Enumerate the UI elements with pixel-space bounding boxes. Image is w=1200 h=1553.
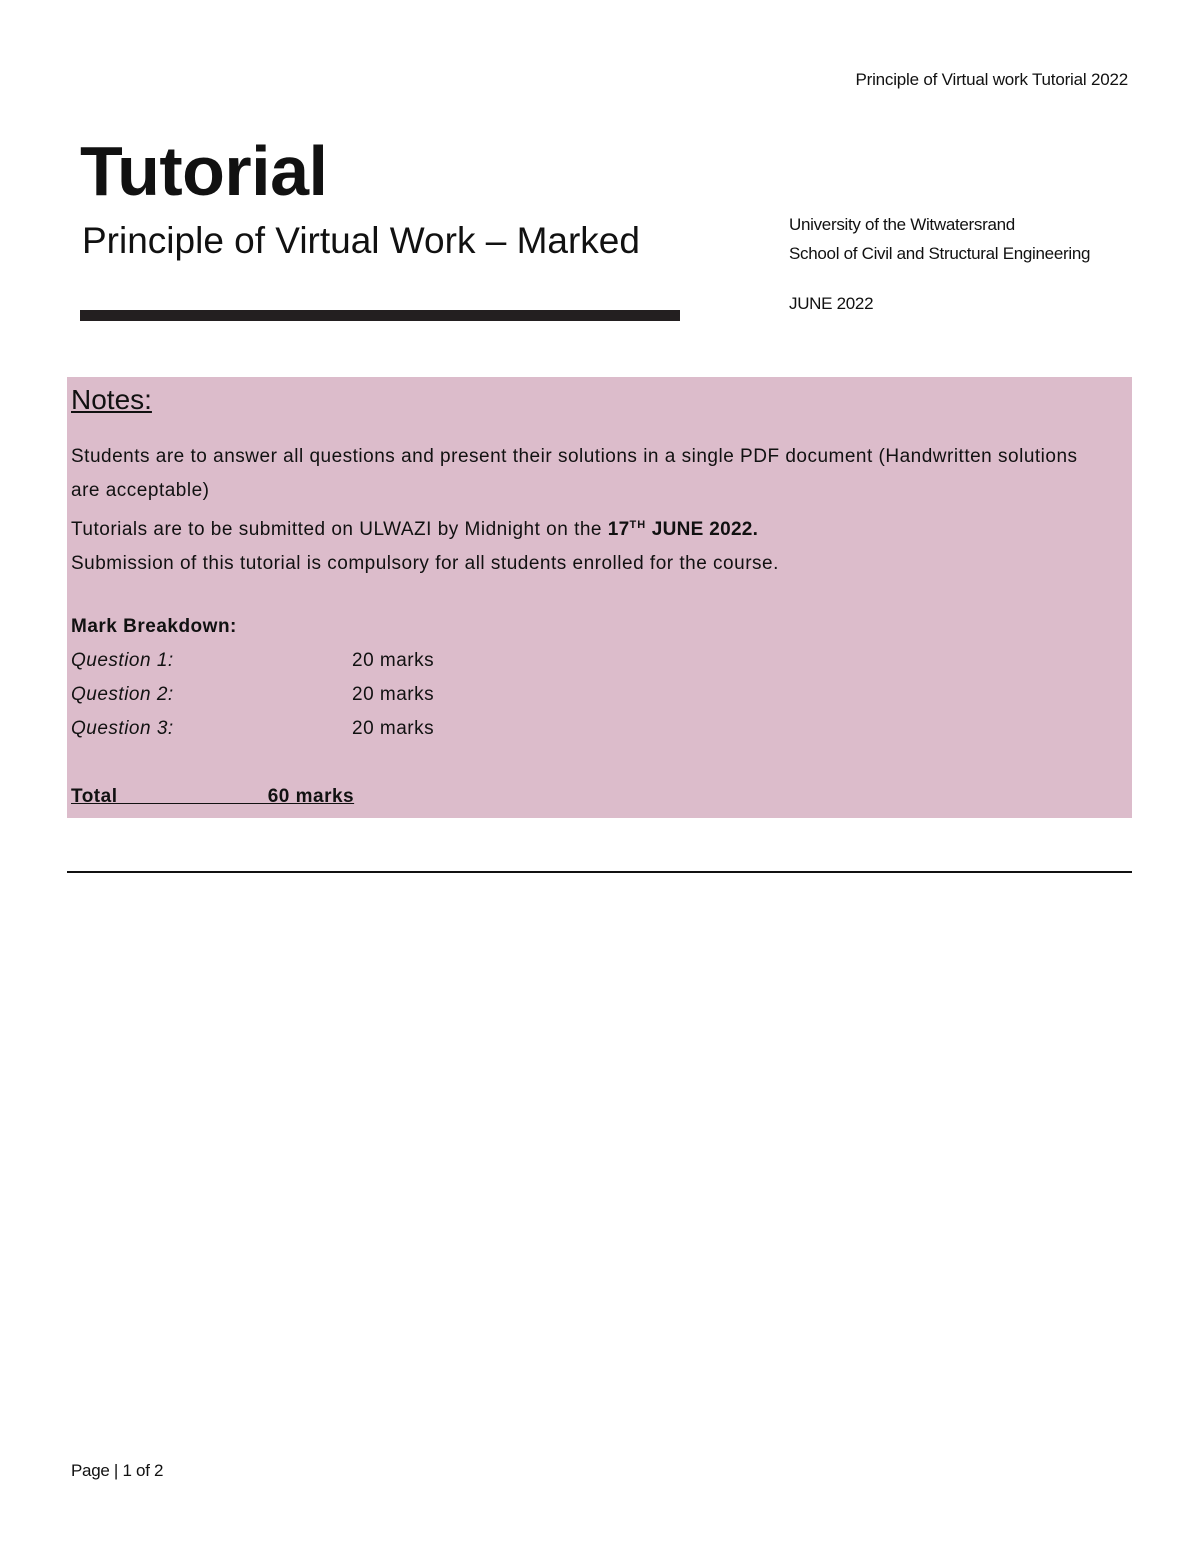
running-header: Principle of Virtual work Tutorial 2022 [855,70,1128,89]
deadline-day-suffix: TH [629,519,647,531]
deadline-month-year: JUNE 2022. [646,519,759,540]
mark-row [71,712,435,746]
question-label: Question 3: [71,718,174,739]
notes-line-compulsory: Submission of this tutorial is compulsory for all students enrolled for the course. [71,553,779,574]
question-marks: 20 marks [352,684,435,705]
notes-line-deadline [71,508,1091,547]
title-underline-bar [80,310,680,321]
school-name: School of Civil and Structural Engineering [789,244,1091,263]
section-divider [67,871,1132,873]
document-subtitle: Principle of Virtual Work – Marked [82,220,640,261]
question-marks: 20 marks [352,718,435,739]
university-name: University of the Witwatersrand [789,215,1015,234]
page-number: Page | 1 of 2 [71,1461,164,1480]
notes-body [71,440,1091,581]
document-title: Tutorial [80,132,328,210]
notes-line-submission-format: Students are to answer all questions and present their solutions in a single PDF document (Handwritten solutions are acceptable) [71,446,1078,501]
mark-row [71,644,435,678]
mark-breakdown-heading: Mark Breakdown: [71,616,237,637]
spacer [71,746,354,780]
question-label: Question 1: [71,650,174,671]
mark-breakdown [71,610,435,814]
question-marks: 20 marks [352,650,435,671]
deadline-prefix: Tutorials are to be submitted on ULWAZI by Midnight on the [71,519,608,540]
institution-block [789,210,1090,268]
mark-row [71,678,435,712]
total-marks: Total 60 marks [71,786,355,807]
question-label: Question 2: [71,684,174,705]
notes-heading: Notes: [71,384,152,415]
deadline-day: 17 [607,519,630,540]
notes-box [67,377,1132,818]
issue-date: JUNE 2022 [789,294,874,313]
